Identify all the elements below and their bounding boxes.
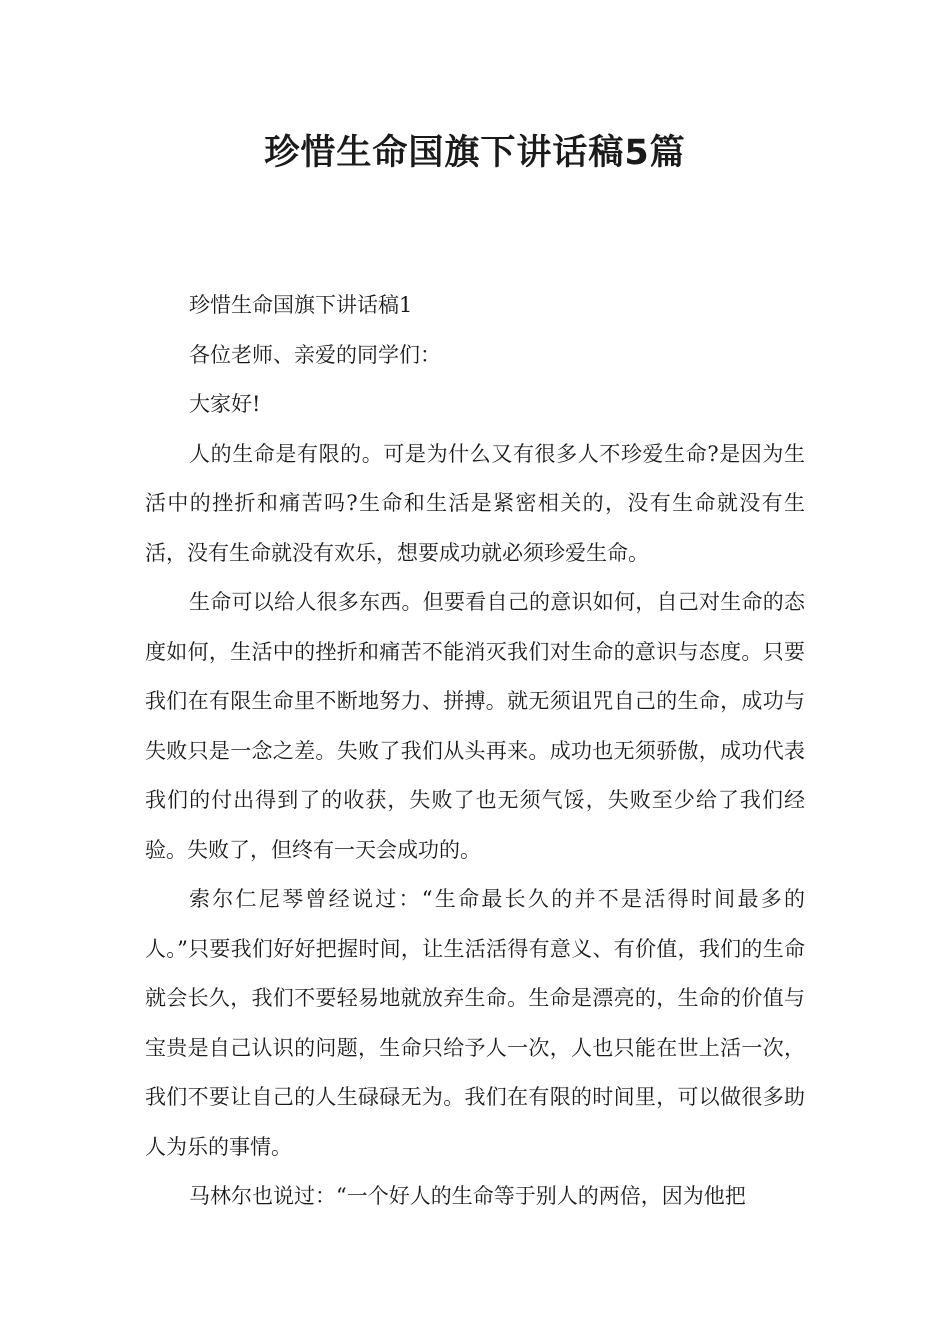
document-body — [145, 281, 805, 1222]
body-paragraph: 索尔仁尼琴曾经说过：“生命最长久的并不是活得时间最多的人。”只要我们好好把握时间，让生活活得有意义、有价值，我们的生命就会长久，我们不要轻易地就放弃生命。生命是漂亮的，生命的价值与宝贵是自己认识的问题，生命只给予人一次，人也只能在世上活一次，我们不要让自己的人生碌碌无为。我们在有限的时间里，可以做很多助人为乐的事情。 — [145, 887, 805, 1159]
body-paragraph: 人的生命是有限的。可是为什么又有很多人不珍爱生命?是因为生活中的挫折和痛苦吗?生命和生活是紧密相关的，没有生命就没有生活，没有生命就没有欢乐，想要成功就必须珍爱生命。 — [145, 441, 805, 565]
body-paragraph: 生命可以给人很多东西。但要看自己的意识如何，自己对生命的态度如何，生活中的挫折和痛苦不能消灭我们对生命的意识与态度。只要我们在有限生命里不断地努力、拼搏。就无须诅咒自己的生命，成功与失败只是一念之差。失败了我们从头再来。成功也无须骄傲，成功代表我们的付出得到了的收获，失败了也无须气馁，失败至少给了我们经验。失败了，但终有一天会成功的。 — [145, 590, 805, 862]
salutation: 各位老师、亲爱的同学们： — [189, 342, 441, 367]
body-paragraph: 马林尔也说过：“一个好人的生命等于别人的两倍，因为他把 — [189, 1184, 746, 1208]
section-heading: 珍惜生命国旗下讲话稿1 — [189, 293, 413, 317]
document-title: 珍惜生命国旗下讲话稿5篇 — [264, 133, 686, 173]
greeting: 大家好! — [189, 392, 261, 416]
